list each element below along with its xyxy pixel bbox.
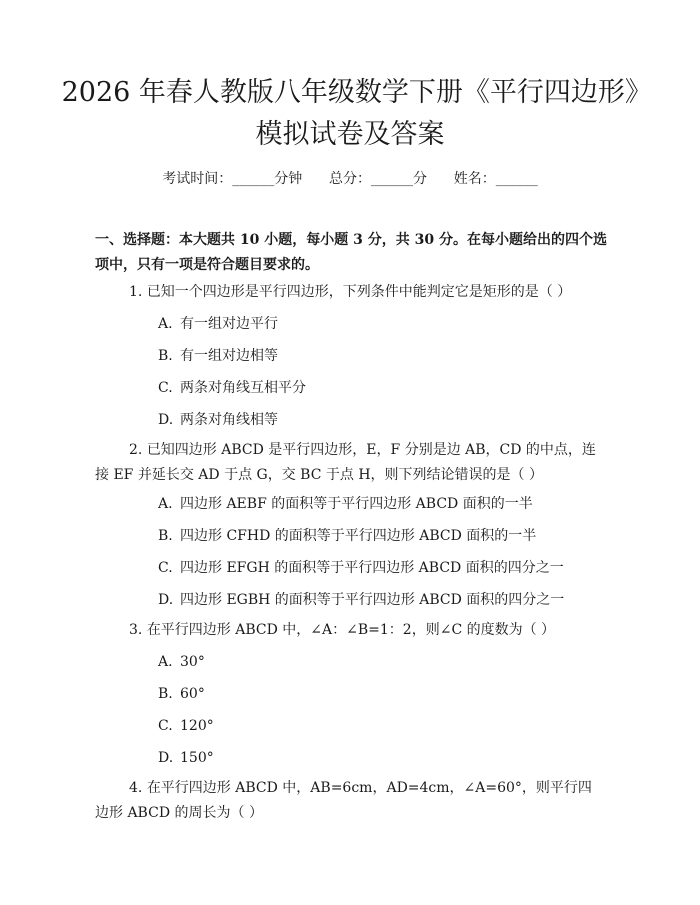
- option-3a: [158, 652, 205, 672]
- option-1b: [158, 346, 278, 366]
- question-number: 1.: [129, 284, 143, 300]
- question-stem: 在平行四边形 ABCD 中，∠A：∠B=1：2，则∠C 的度数为（ ）: [146, 622, 556, 638]
- option-3d: [158, 748, 214, 768]
- option-letter: B.: [158, 686, 173, 702]
- option-1c: [158, 378, 306, 398]
- option-3c: [158, 716, 214, 736]
- option-2a: [158, 494, 533, 514]
- option-text: 30°: [180, 654, 205, 670]
- question-4: [95, 776, 605, 826]
- option-text: 120°: [180, 718, 214, 734]
- option-text: 150°: [180, 750, 214, 766]
- question-2: [95, 438, 605, 488]
- option-text: 60°: [180, 686, 205, 702]
- option-letter: C.: [158, 380, 173, 396]
- option-text: 四边形 AEBF 的面积等于平行四边形 ABCD 面积的一半: [180, 496, 533, 512]
- option-letter: B.: [158, 348, 173, 364]
- option-text: 两条对角线相等: [180, 412, 278, 428]
- option-letter: C.: [158, 718, 173, 734]
- exam-meta: 考试时间：______分钟 总分：______分 姓名：______: [162, 171, 538, 187]
- question-number: 4.: [129, 780, 143, 796]
- question-stem: 已知四边形 ABCD 是平行四边形，E，F 分别是边 AB，CD 的中点，连接 EF 并延长交 AD 于点 G，交 BC 于点 H，则下列结论错误的是（ ）: [95, 442, 596, 483]
- option-letter: A.: [158, 654, 173, 670]
- question-stem: 已知一个四边形是平行四边形，下列条件中能判定它是矩形的是（ ）: [146, 284, 572, 300]
- option-2c: [158, 558, 564, 578]
- option-letter: D.: [158, 412, 174, 428]
- section-heading: 一、选择题：本大题共 10 小题，每小题 3 分，共 30 分。在每小题给出的四个选项中，只有一项是符合题目要求的。: [95, 232, 607, 273]
- option-letter: C.: [158, 560, 173, 576]
- option-3b: [158, 684, 205, 704]
- option-text: 有一组对边平行: [180, 316, 278, 332]
- question-stem: 在平行四边形 ABCD 中，AB=6cm，AD=4cm，∠A=60°，则平行四边形 ABCD 的周长为（ ）: [95, 780, 592, 821]
- option-letter: D.: [158, 750, 174, 766]
- option-2b: [158, 526, 536, 546]
- option-letter: A.: [158, 496, 173, 512]
- option-1d: [158, 410, 278, 430]
- option-text: 两条对角线互相平分: [180, 380, 306, 396]
- option-text: 四边形 EGBH 的面积等于平行四边形 ABCD 面积的四分之一: [180, 592, 565, 608]
- option-letter: A.: [158, 316, 173, 332]
- question-3: [95, 618, 605, 643]
- option-text: 四边形 EFGH 的面积等于平行四边形 ABCD 面积的四分之一: [180, 560, 564, 576]
- option-text: 四边形 CFHD 的面积等于平行四边形 ABCD 面积的一半: [180, 528, 537, 544]
- question-number: 3.: [129, 622, 143, 638]
- question-1: [95, 280, 605, 305]
- option-2d: [158, 590, 564, 610]
- page-title: 2026 年春人教版八年级数学下册《平行四边形》模拟试卷及答案: [61, 77, 639, 150]
- option-1a: [158, 314, 278, 334]
- option-text: 有一组对边相等: [180, 348, 278, 364]
- option-letter: B.: [158, 528, 173, 544]
- option-letter: D.: [158, 592, 174, 608]
- question-number: 2.: [129, 442, 143, 458]
